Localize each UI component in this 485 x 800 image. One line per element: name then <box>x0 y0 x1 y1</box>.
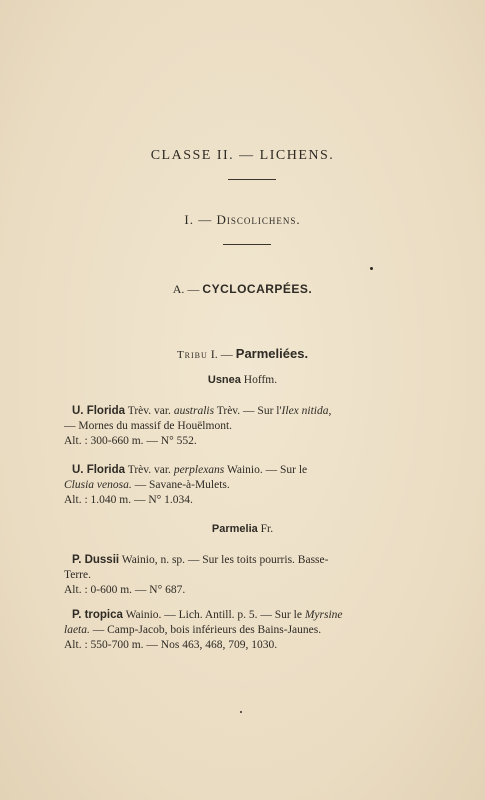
tribe-prefix: Tribu <box>176 349 208 361</box>
host-name: Ilex nitida, <box>281 405 332 417</box>
tribe-heading <box>0 346 485 362</box>
species-name: U. Florida <box>72 464 126 476</box>
host-name: laeta. <box>64 624 90 636</box>
genus-name: Usnea <box>207 374 241 386</box>
entry-text: Wainio. — Sur le <box>224 464 308 476</box>
entry-text: Terre. <box>64 569 91 581</box>
entry-text: Trèv. — Sur l' <box>214 405 282 417</box>
entry-text: Wainio, n. sp. — Sur les toits pourris. Basse- <box>119 554 329 566</box>
species-name: P. Dussii <box>72 554 120 566</box>
entry-text: — Camp-Jacob, bois inférieurs des Bains-Jaunes. <box>89 624 322 636</box>
genus-heading <box>0 523 485 535</box>
order-title: I. — Discolichens. <box>184 212 301 227</box>
family-name: CYCLOCARPÉES. <box>202 282 313 296</box>
altitude-line: Alt. : 1.040 m. — N° 1.034. <box>64 494 193 506</box>
genus-author: Hoffm. <box>243 374 278 386</box>
species-entry <box>60 404 430 449</box>
genus-name: Parmelia <box>211 523 258 535</box>
variety-name: australis <box>173 405 215 417</box>
ink-speck <box>240 711 242 713</box>
altitude-line: Alt. : 300-660 m. — N° 552. <box>64 435 197 447</box>
variety-name: perplexans <box>173 464 225 476</box>
altitude-line: Alt. : 550-700 m. — Nos 463, 468, 709, 1030. <box>64 639 278 651</box>
tribe-name: Parmeliées. <box>235 346 309 361</box>
species-name: U. Florida <box>72 405 126 417</box>
entry-text: — Savane-à-Mulets. <box>131 479 230 491</box>
host-name: Clusia venosa. <box>64 479 132 491</box>
divider <box>228 179 276 180</box>
class-title: CLASSE II. — LICHENS. <box>150 148 335 163</box>
entry-text: — Mornes du massif de Houëlmont. <box>64 420 233 432</box>
ink-speck <box>370 267 373 270</box>
species-entry <box>60 608 430 653</box>
entry-text: Trèv. var. <box>125 464 174 476</box>
genus-heading <box>0 374 485 386</box>
family-prefix: A. — <box>172 282 200 296</box>
host-name: Myrsine <box>304 609 343 621</box>
entry-text: Wainio. — Lich. Antill. p. 5. — Sur le <box>122 609 305 621</box>
divider <box>223 244 271 245</box>
species-name: P. tropica <box>72 609 123 621</box>
species-entry <box>60 553 430 598</box>
tribe-number: I. — <box>210 347 233 361</box>
entry-text: Trèv. var. <box>125 405 174 417</box>
family-heading <box>0 282 485 297</box>
altitude-line: Alt. : 0-600 m. — N° 687. <box>64 584 186 596</box>
genus-author: Fr. <box>260 523 274 535</box>
species-entry <box>60 463 430 508</box>
